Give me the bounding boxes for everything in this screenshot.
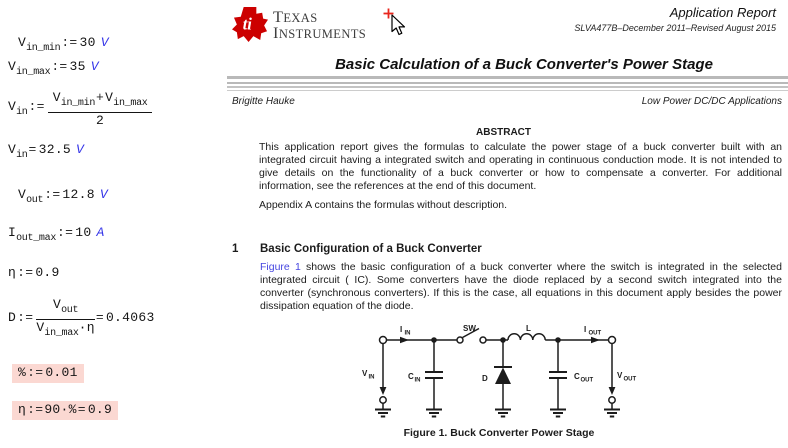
equation-vin-result[interactable] — [8, 143, 84, 162]
eq1-unit: V — [100, 35, 109, 50]
eq2-unit: V — [90, 59, 99, 74]
title-rule — [227, 86, 788, 88]
eq2-var: V — [8, 59, 17, 74]
brand-instruments: INSTRUMENTS — [273, 24, 367, 43]
doc-type: Application Report — [669, 5, 776, 20]
brand-texas: TEXAS — [273, 8, 318, 26]
eq4-value: 32.5 — [38, 142, 72, 157]
eq7-value: 0.9 — [35, 265, 60, 280]
switch-contact-left — [457, 337, 463, 343]
eq4-op: = — [28, 142, 37, 157]
ground-symbol — [604, 410, 620, 417]
diode-symbol — [495, 368, 511, 385]
eq9-var: % — [18, 365, 27, 380]
cout-label: C — [574, 372, 580, 381]
vout-label-sub: OUT — [623, 376, 637, 383]
figure-caption: Figure 1. Buck Converter Power Stage — [403, 427, 595, 439]
output-return-terminal — [609, 397, 615, 403]
pdf-pane — [230, 0, 788, 448]
cout-label-sub: OUT — [580, 377, 594, 384]
vout-label: V — [617, 371, 623, 380]
iout-label-sub: OUT — [588, 330, 602, 337]
vin-label-sub: IN — [368, 374, 375, 381]
doc-id: SLVA477B–December 2011–Revised August 2015 — [574, 23, 776, 33]
eq2-op: := — [51, 59, 68, 74]
title-rule — [227, 76, 788, 79]
eq6-unit: A — [96, 225, 105, 240]
eq8-fraction — [36, 298, 95, 339]
ground-symbol — [375, 410, 391, 417]
vin-arrowhead — [380, 387, 387, 395]
iout-arrowhead — [591, 337, 600, 343]
equation-duty-cycle[interactable] — [8, 298, 155, 339]
equation-vin-average[interactable] — [8, 91, 152, 128]
eq1-value: 30 — [79, 35, 96, 50]
iin-arrowhead — [400, 337, 409, 343]
eq4-var: V — [8, 142, 17, 157]
output-terminal — [609, 337, 616, 344]
ti-logo — [232, 6, 366, 42]
iin-label: I — [400, 325, 403, 334]
eq2-sub: in_max — [16, 67, 51, 78]
sw-label: SW — [463, 324, 476, 333]
equation-efficiency[interactable] — [8, 266, 60, 281]
eq8-numerator: $V_{out}$ — [36, 298, 95, 320]
eq3-fraction — [48, 91, 153, 128]
cin-label-sub: IN — [414, 377, 421, 384]
eq6-value: 10 — [75, 225, 92, 240]
iin-label-sub: IN — [404, 330, 411, 337]
section-text: shows the basic configuration of a buck converter where the switch is integrated in the selected integrated circuit ( IC). Some converters have the diode replaced by a second switch integrated into the converter (synchronous converters). If this is the case, all equations in this document apply besides the power dissipation equation of the diode. — [260, 261, 782, 312]
report-title: Basic Calculation of a Buck Converter's Power Stage — [335, 56, 713, 73]
equation-vout[interactable] — [18, 188, 108, 207]
eq2-value: 35 — [69, 59, 86, 74]
mathcad-pane[interactable] — [0, 0, 230, 448]
eq9-value: 0.01 — [45, 365, 78, 380]
eq10-expr: 90·% — [44, 402, 77, 417]
figure1-link[interactable]: Figure 1 — [260, 261, 301, 273]
eq8-denominator: $V_{in\_max}\cdot\eta$ — [36, 319, 95, 339]
equation-vin-min[interactable] — [18, 36, 109, 55]
d-label: D — [482, 374, 488, 383]
eq10-op: := — [27, 402, 44, 417]
input-terminal — [380, 337, 387, 344]
eq1-op: := — [61, 35, 78, 50]
equation-iout-max[interactable] — [8, 226, 105, 245]
circuit-figure — [345, 320, 665, 426]
ground-symbol — [495, 410, 511, 417]
eq1-var: V — [18, 35, 27, 50]
author: Brigitte Hauke — [232, 96, 295, 107]
eq5-value: 12.8 — [62, 187, 95, 202]
inductor-symbol — [508, 334, 545, 340]
switch-contact-right — [480, 337, 486, 343]
eq10-resop: = — [77, 402, 86, 417]
eq10-var: η — [18, 402, 27, 417]
eq3-lhs: $V_{in}:=$ — [8, 99, 45, 119]
section-number: 1 — [232, 243, 239, 255]
eq4-sub: in — [16, 150, 28, 161]
eq10-resval: 0.9 — [87, 402, 113, 417]
equation-vin-max[interactable] — [8, 60, 99, 79]
abstract-heading: ABSTRACT — [476, 127, 531, 138]
appendix-note: Appendix A contains the formulas without description. — [259, 199, 508, 211]
vin-label: V — [362, 369, 368, 378]
vout-arrowhead — [609, 387, 616, 395]
l-label: L — [526, 324, 531, 333]
eq3-numerator: $V_{in\_min}+V_{in\_max}$ — [48, 91, 153, 113]
title-rule — [227, 82, 788, 84]
eq9-op: := — [27, 365, 44, 380]
eq5-var: V — [18, 187, 27, 202]
brand-wordmark — [273, 9, 366, 42]
eq5-unit: V — [99, 187, 108, 202]
cin-label: C — [408, 372, 414, 381]
ground-symbol — [550, 410, 566, 417]
department: Low Power DC/DC Applications — [641, 96, 782, 107]
section-paragraph — [260, 261, 782, 313]
equation-efficiency-percent[interactable] — [12, 401, 118, 420]
eq8-lhs: D:= — [8, 310, 34, 326]
iout-label: I — [584, 325, 587, 334]
abstract-paragraph: This application report gives the formulas to calculate the power stage of a buck converter built with an integrated circuit having a integrated switch and operating in continuous conduction mode. It is not intended to give details on the functionality of a buck converter or how to compensate a converter. For additional information, see the references at the end of this document. — [259, 141, 782, 192]
eq8-result: = 0.4063 — [95, 310, 155, 326]
svg-text:ti: ti — [242, 14, 252, 34]
equation-percent[interactable] — [12, 364, 84, 383]
ground-symbol — [426, 410, 442, 417]
eq4-unit: V — [76, 142, 85, 157]
eq1-sub: in_min — [26, 43, 61, 54]
eq7-op: := — [17, 265, 34, 280]
section-heading: Basic Configuration of a Buck Converter — [260, 243, 482, 255]
eq7-var: η — [8, 265, 17, 280]
eq3-denominator: 2 — [96, 112, 105, 128]
input-return-terminal — [380, 397, 386, 403]
eq5-op: := — [44, 187, 61, 202]
title-rule — [227, 90, 788, 91]
mouse-cursor — [391, 14, 408, 38]
ti-logo-icon — [232, 6, 269, 42]
eq5-sub: out — [26, 195, 44, 206]
eq6-sub: out_max — [16, 233, 57, 244]
eq6-var: I — [8, 225, 17, 240]
report-header — [574, 5, 776, 33]
eq6-op: := — [57, 225, 74, 240]
